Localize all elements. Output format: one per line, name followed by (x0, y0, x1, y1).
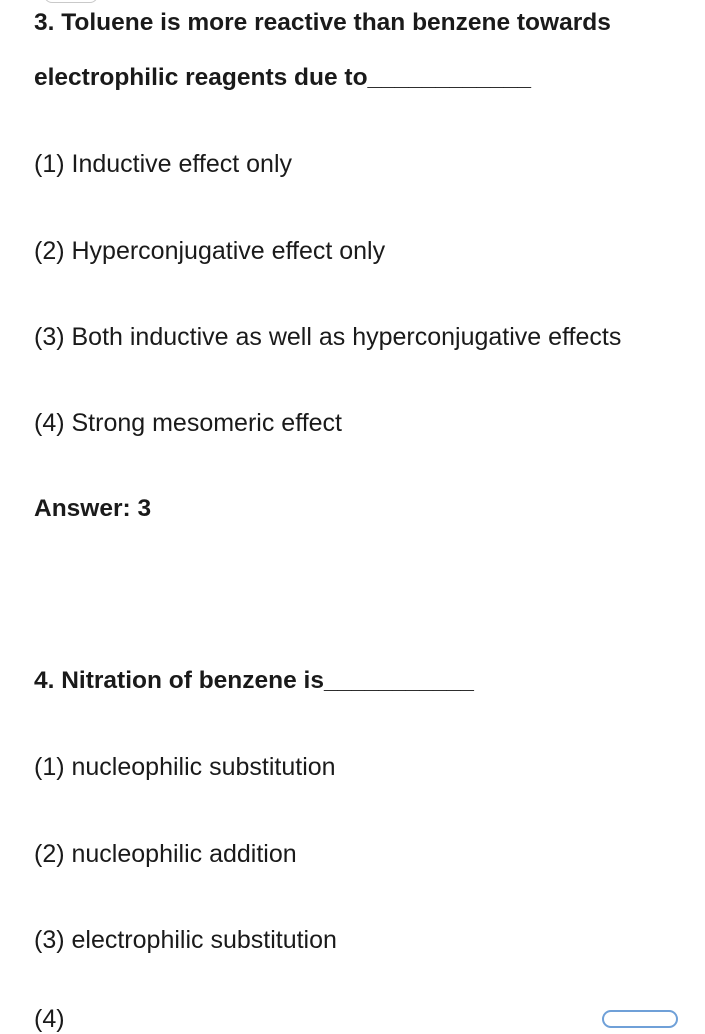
question-3-option-2: (2) Hyperconjugative effect only (34, 237, 386, 265)
question-4-option-4: (4) (34, 1005, 65, 1033)
question-3-stem-line-2: electrophilic reagents due to____________ (34, 64, 532, 91)
question-3-option-4: (4) Strong mesomeric effect (34, 409, 342, 437)
question-4-option-3: (3) electrophilic substitution (34, 926, 337, 954)
question-3-option-3: (3) Both inductive as well as hyperconjugative effects (34, 323, 622, 351)
top-tab-handle (44, 0, 98, 3)
question-4-stem: 4. Nitration of benzene is___________ (34, 667, 474, 694)
question-3-option-1: (1) Inductive effect only (34, 150, 293, 178)
question-3-stem-line-1: 3. Toluene is more reactive than benzene towards (34, 9, 611, 36)
floating-action-button[interactable] (602, 1010, 678, 1028)
question-4-option-1: (1) nucleophilic substitution (34, 753, 336, 781)
question-4-option-2: (2) nucleophilic addition (34, 840, 297, 868)
question-3-answer: Answer: 3 (34, 495, 152, 522)
